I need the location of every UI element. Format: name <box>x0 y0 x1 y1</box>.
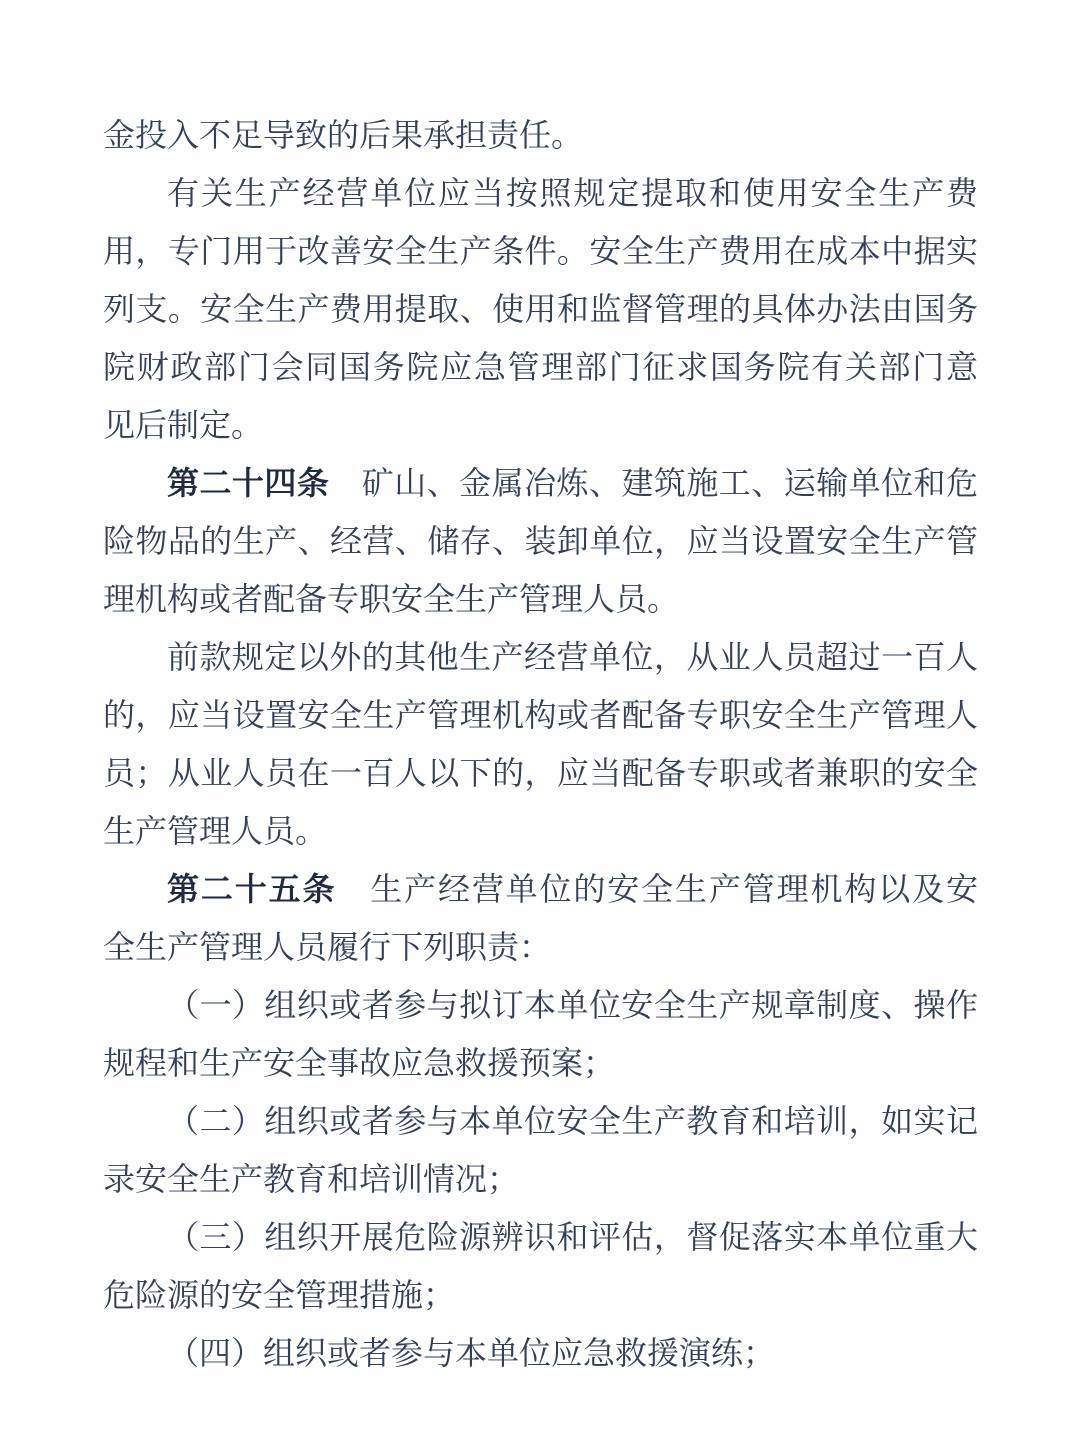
text-line <box>103 628 978 686</box>
article-number: 第二十四条 <box>167 465 330 501</box>
text-segment: 规程和生产安全事故应急救援预案； <box>103 1045 616 1081</box>
text-line <box>103 338 978 396</box>
text-line <box>103 222 978 280</box>
text-segment: 险物品的生产、经营、储存、装卸单位，应当设置安全生产管 <box>103 523 978 559</box>
document-text <box>103 106 978 1382</box>
article-number: 第二十五条 <box>167 871 337 907</box>
text-line <box>103 802 978 860</box>
text-line <box>103 1092 978 1150</box>
text-segment: 矿山、金属冶炼、建筑施工、运输单位和危 <box>329 465 978 501</box>
text-segment: 的，应当设置安全生产管理机构或者配备专职安全生产管理人 <box>103 697 978 733</box>
text-line <box>103 396 978 454</box>
text-segment: （一）组织或者参与拟订本单位安全生产规章制度、操作 <box>167 987 978 1023</box>
text-segment: 院财政部门会同国务院应急管理部门征求国务院有关部门意 <box>103 349 978 385</box>
text-segment: 录安全生产教育和培训情况； <box>103 1161 520 1197</box>
text-segment: 生产管理人员。 <box>103 813 328 849</box>
text-line <box>103 164 978 222</box>
text-line <box>103 1150 978 1208</box>
text-line <box>103 686 978 744</box>
text-line <box>103 454 978 512</box>
text-segment: 有关生产经营单位应当按照规定提取和使用安全生产费 <box>167 175 978 211</box>
text-segment: （四）组织或者参与本单位应急救援演练； <box>167 1335 776 1371</box>
text-segment: 危险源的安全管理措施； <box>103 1277 456 1313</box>
text-line <box>103 512 978 570</box>
text-segment: 生产经营单位的安全生产管理机构以及安 <box>336 871 978 907</box>
text-segment: （二）组织或者参与本单位安全生产教育和培训，如实记 <box>167 1103 978 1139</box>
text-line <box>103 1266 978 1324</box>
text-line <box>103 106 978 164</box>
text-segment: 金投入不足导致的后果承担责任。 <box>103 117 584 153</box>
text-segment: （三）组织开展危险源辨识和评估，督促落实本单位重大 <box>167 1219 978 1255</box>
text-line <box>103 1034 978 1092</box>
text-segment: 员；从业人员在一百人以下的，应当配备专职或者兼职的安全 <box>103 755 978 791</box>
text-line <box>103 976 978 1034</box>
text-segment: 见后制定。 <box>103 407 264 443</box>
text-segment: 理机构或者配备专职安全生产管理人员。 <box>103 581 680 617</box>
text-line <box>103 280 978 338</box>
text-line <box>103 744 978 802</box>
text-line <box>103 860 978 918</box>
text-line <box>103 1208 978 1266</box>
text-line <box>103 918 978 976</box>
text-segment: 列支。安全生产费用提取、使用和监督管理的具体办法由国务 <box>103 291 978 327</box>
text-line <box>103 1324 978 1382</box>
text-segment: 前款规定以外的其他生产经营单位，从业人员超过一百人 <box>167 639 978 675</box>
text-segment: 全生产管理人员履行下列职责： <box>103 929 552 965</box>
text-segment: 用，专门用于改善安全生产条件。安全生产费用在成本中据实 <box>103 233 978 269</box>
text-line <box>103 570 978 628</box>
